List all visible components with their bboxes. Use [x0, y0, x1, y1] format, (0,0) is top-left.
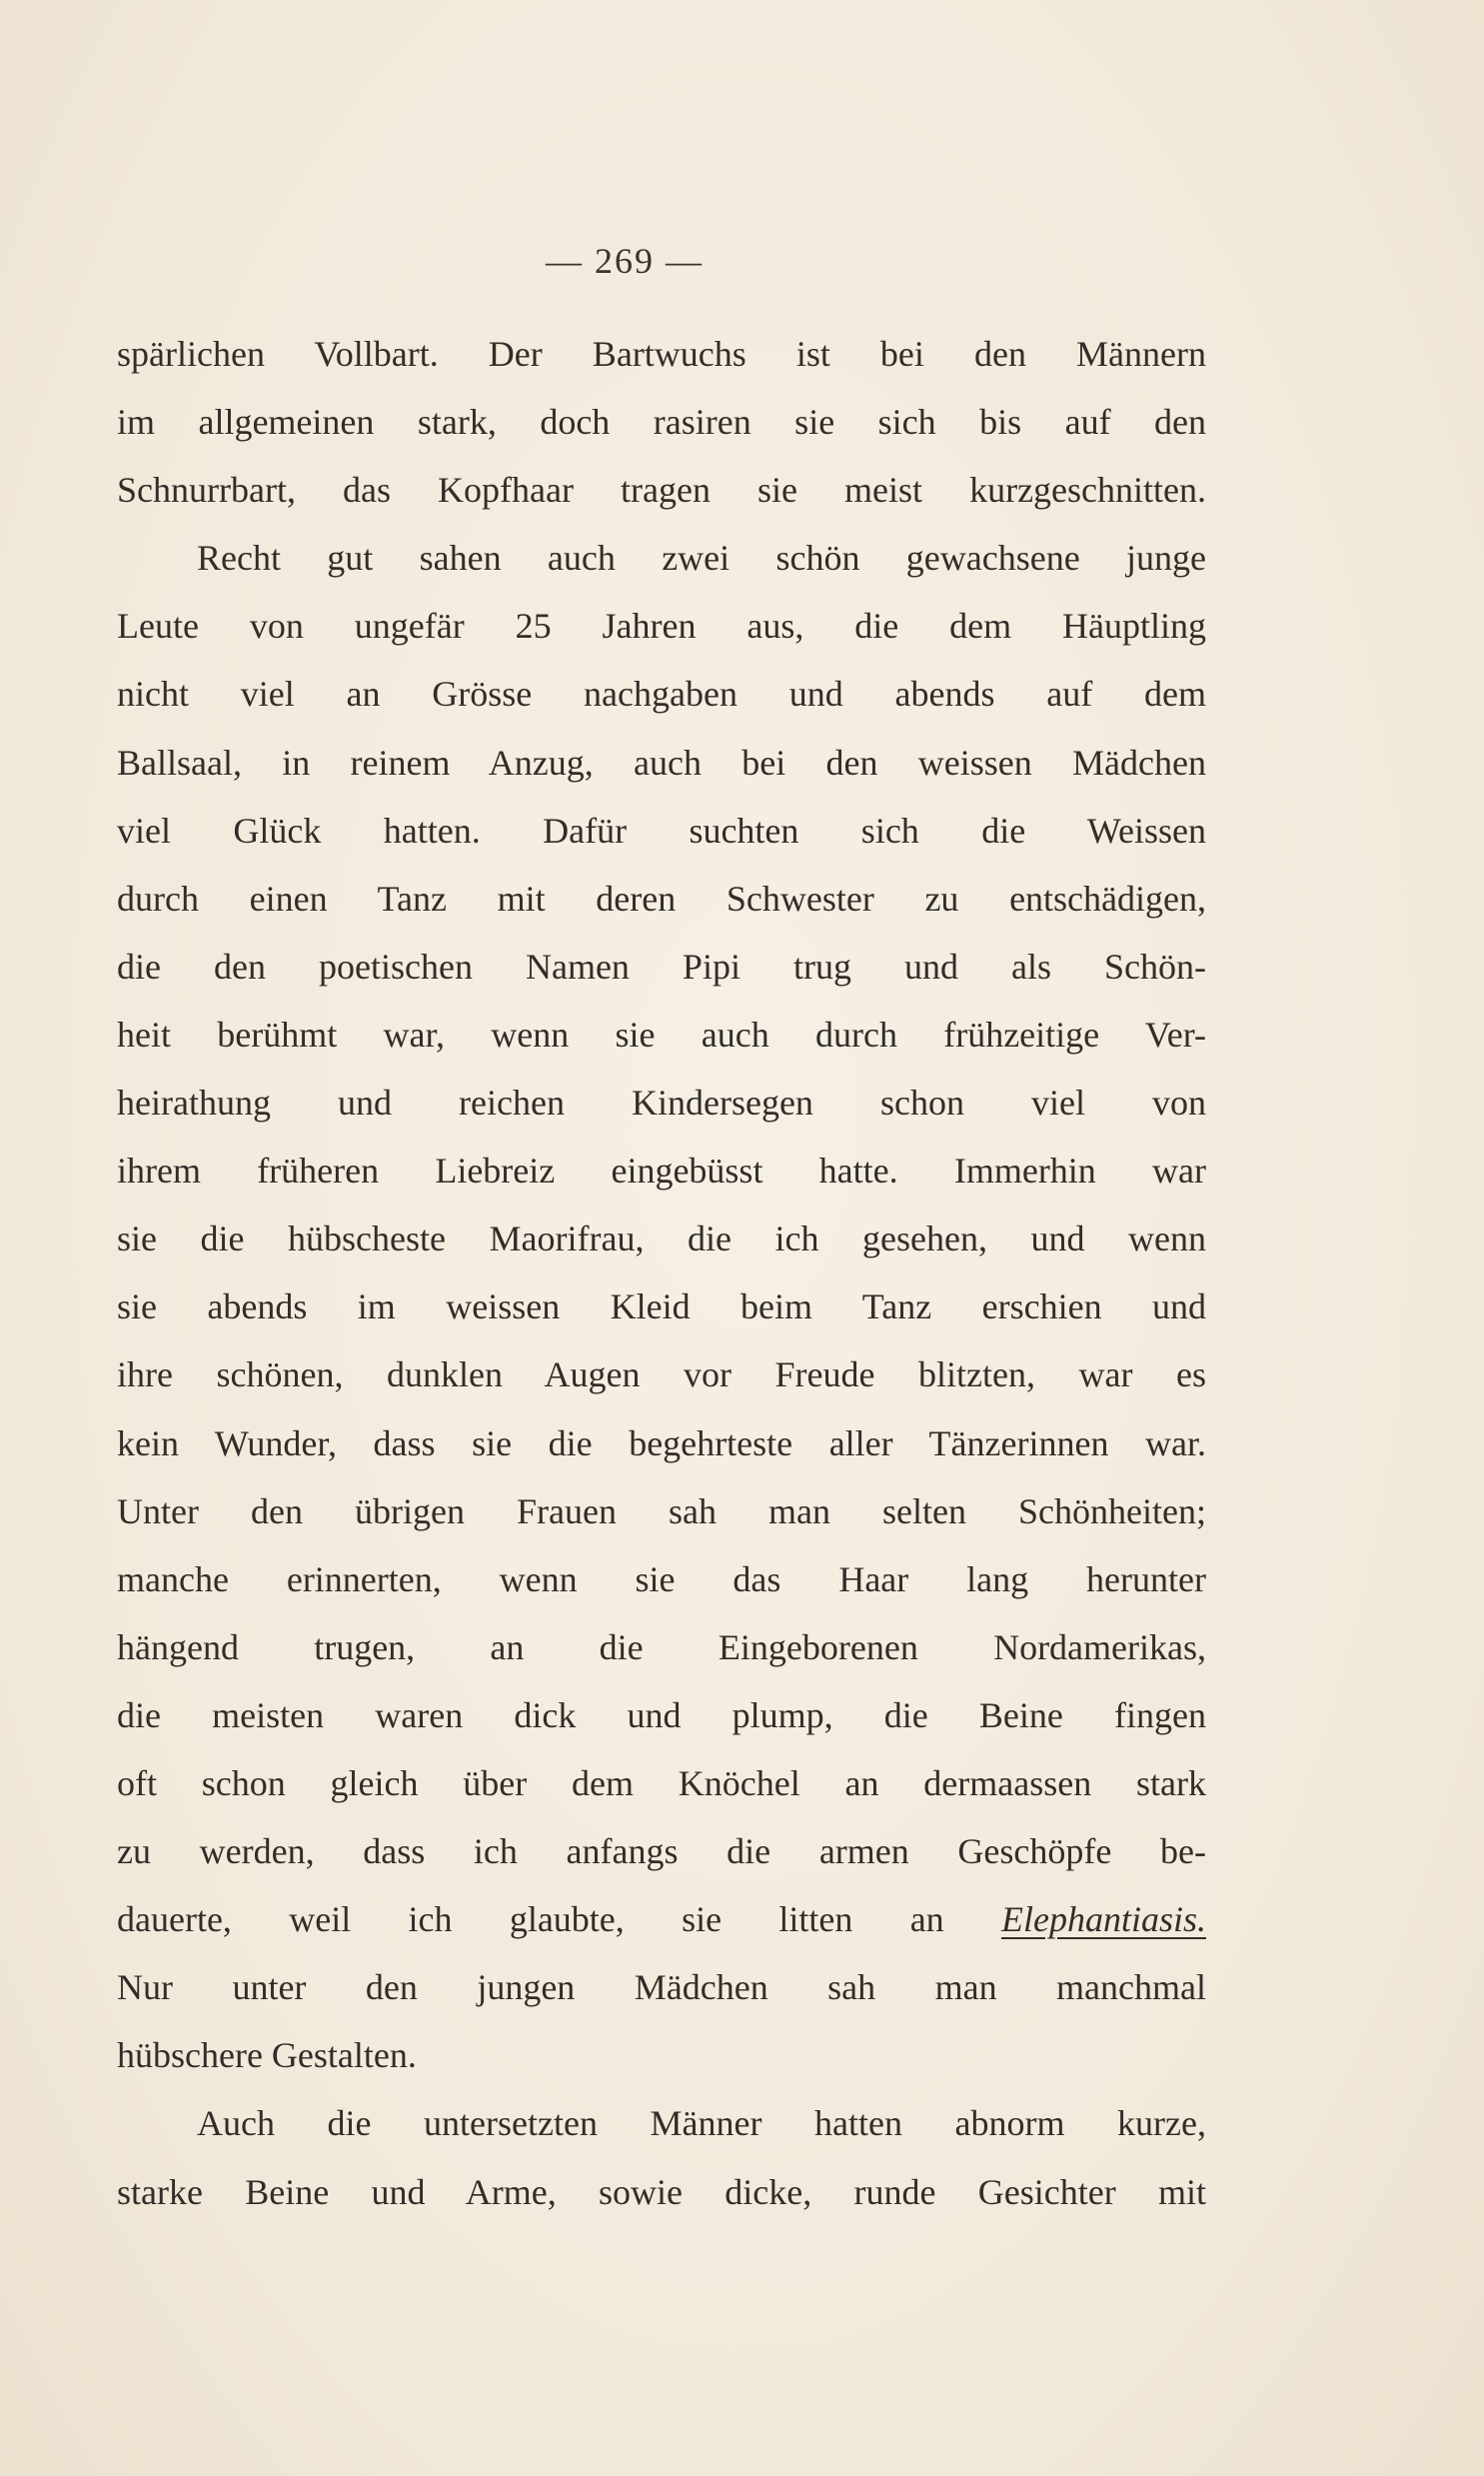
text-line: spärlichen Vollbart. Der Bartwuchs ist bei den Männern: [117, 334, 1206, 374]
text-line: ihrem früheren Liebreiz eingebüsst hatte. Immerhin war: [117, 1151, 1206, 1192]
text-line: Ballsaal, in reinem Anzug, auch bei den weissen Mädchen: [117, 742, 1206, 783]
text-line: heirathung und reichen Kindersegen schon viel von: [117, 1083, 1206, 1124]
text-line: ihre schönen, dunklen Augen vor Freude blitzten, war es: [117, 1354, 1206, 1395]
text-line: nicht viel an Grösse nachgaben und abends auf dem: [117, 674, 1206, 715]
text-line: durch einen Tanz mit deren Schwester zu entschädigen,: [117, 878, 1206, 919]
text-line: Recht gut sahen auch zwei schön gewachsene junge: [197, 538, 1206, 579]
body-text: [117, 320, 1206, 2226]
text-line: hübschere Gestalten.: [117, 2035, 417, 2076]
text-line: die meisten waren dick und plump, die Beine fingen: [117, 1694, 1206, 1735]
text-line: sie abends im weissen Kleid beim Tanz erschien und: [117, 1286, 1206, 1327]
text-line: starke Beine und Arme, sowie dicke, runde Gesichter mit: [117, 2171, 1206, 2212]
text-line: Unter den übrigen Frauen sah man selten Schönheiten;: [117, 1490, 1206, 1531]
text-line: sie die hübscheste Maorifrau, die ich gesehen, und wenn: [117, 1219, 1206, 1259]
text-line: Auch die untersetzten Männer hatten abnorm kurze,: [197, 2103, 1206, 2144]
text-line: zu werden, dass ich anfangs die armen Geschöpfe be-: [117, 1831, 1206, 1872]
text-line: oft schon gleich über dem Knöchel an dermaassen stark: [117, 1762, 1206, 1803]
italic-term: Elephantiasis.: [1001, 1899, 1206, 1940]
text-line: Schnurrbart, das Kopfhaar tragen sie meist kurzgeschnitten.: [117, 470, 1206, 511]
text-line: im allgemeinen stark, doch rasiren sie sich bis auf den: [117, 402, 1206, 443]
text-line: Leute von ungefär 25 Jahren aus, die dem Häuptling: [117, 606, 1206, 647]
text-line: Nur unter den jungen Mädchen sah man manchmal: [117, 1967, 1206, 2008]
text-line: die den poetischen Namen Pipi trug und als Schön-: [117, 946, 1206, 987]
text-line-with-term: [117, 1885, 1206, 1953]
text-line: heit berühmt war, wenn sie auch durch frühzeitige Ver-: [117, 1014, 1206, 1055]
text-line: hängend trugen, an die Eingeborenen Nordamerikas,: [117, 1626, 1206, 1667]
text-segment: dauerte, weil ich glaubte, sie litten an: [117, 1899, 944, 1940]
text-line: viel Glück hatten. Dafür suchten sich die Weissen: [117, 810, 1206, 851]
text-line: kein Wunder, dass sie die begehrteste aller Tänzerinnen war.: [117, 1422, 1206, 1463]
text-line: manche erinnerten, wenn sie das Haar lang herunter: [117, 1558, 1206, 1599]
page-number: — 269 —: [546, 241, 704, 281]
